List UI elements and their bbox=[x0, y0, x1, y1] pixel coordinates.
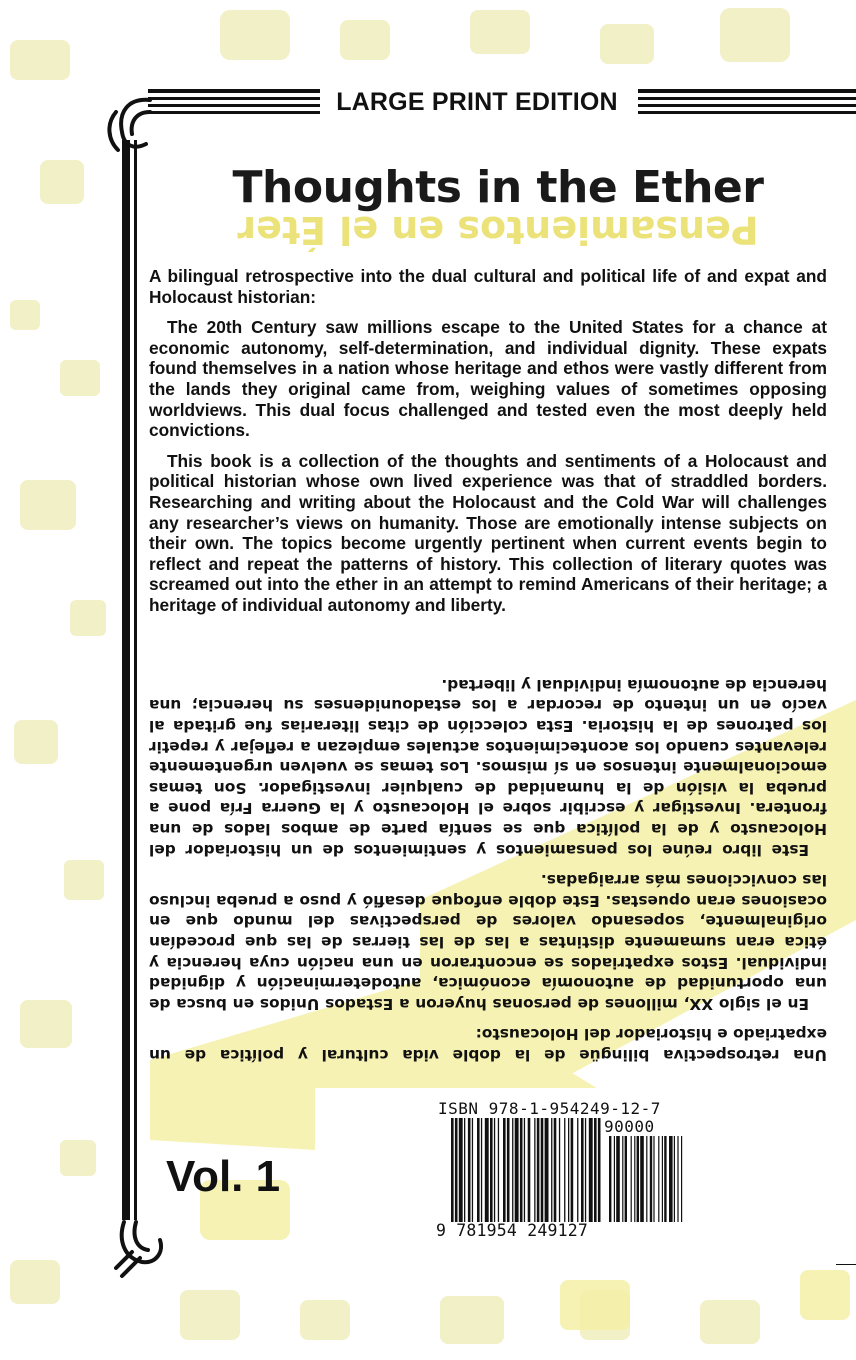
addon-bar bbox=[637, 1136, 639, 1222]
addon-bar bbox=[674, 1136, 675, 1222]
barcode-bar bbox=[545, 1118, 549, 1222]
barcode-bar bbox=[537, 1118, 540, 1222]
barcode-bar bbox=[468, 1118, 471, 1222]
barcode-bar bbox=[507, 1118, 510, 1222]
barcode-bar bbox=[472, 1118, 473, 1222]
barcode-bar bbox=[459, 1118, 463, 1222]
addon-bar bbox=[664, 1136, 666, 1222]
barcode-bar bbox=[551, 1118, 552, 1222]
barcode-bar bbox=[524, 1118, 525, 1222]
addon-bar bbox=[634, 1136, 635, 1222]
barcode-bars bbox=[451, 1118, 686, 1222]
addon-bar bbox=[609, 1136, 611, 1222]
edition-banner: LARGE PRINT EDITION bbox=[322, 86, 632, 118]
barcode-bar bbox=[503, 1118, 506, 1222]
addon-bar bbox=[625, 1136, 627, 1222]
english-paragraph-2: This book is a collection of the thoughts and sentiments of a Holocaust and political historian whose own lived experience was that of straddled borders. Researching and writing about the Holocaust and the Cold War will challenges any researcher’s views on humanity. Those are emotionally intense subjects on their own. The topics become urgently pertinent when current events begin to reflect and repeat the patterns of history. This collection of literary quotes was screamed out into the ether in an attempt to remind Americans of their heritage; a heritage of individual autonomy and liberty. bbox=[149, 450, 827, 615]
barcode-bar bbox=[528, 1118, 531, 1222]
barcode-bar bbox=[451, 1118, 454, 1222]
barcode-bar bbox=[571, 1118, 574, 1222]
english-paragraph-1: The 20th Century saw millions escape to the United States for a chance at economic autonomy, self-determination, and individual dignity. These expats found themselves in a nation whose heritage and ethos were vastly different from the lands they original came from, weighing values of sometimes opposing worldviews. This dual focus challenged and tested even the most deeply held convictions. bbox=[149, 317, 827, 441]
barcode-bar bbox=[559, 1118, 560, 1222]
barcode-bar bbox=[589, 1118, 593, 1222]
barcode-bar bbox=[494, 1118, 495, 1222]
addon-bar bbox=[631, 1136, 632, 1222]
addon-bar bbox=[662, 1136, 663, 1222]
spanish-paragraph-2: Este libro reúne los pensamientos y sentimientos de un historiador del Holocausto y de la política que se sentía parte de ambos lados de una frontera. Investigar y escribir sobre el Holocausto y la Guerra Fría pone a prueba la visión de la humanidad de cualquier investigador. Son temas emocionalmente intensos en sí mismos. Los temas se vuelven urgentemente relevantes cuando los acontecimientos actuales empiezan a reflejar y repetir los patrones de la historia. Esta colección de citas literarias fue gritada al vacío en un intento de recordar a los estadounidenses su herencia; una herencia de autonomía individual y libertad. bbox=[149, 675, 827, 859]
isbn-label: ISBN 978-1-954249-12-7 bbox=[438, 1099, 661, 1118]
spanish-paragraph-1: En el siglo XX, millones de personas huyeron a Estados Unidos en busca de una oportunidad de autonomía económica, autodeterminación y dignidad individual. Estos expatriados se encontraron en una nación cuya herencia y ética eran sumamente distintas a las de las tierras de las que procedían originalmente, sopesando valores de perspectivas del mundo que en ocasiones eran opuestas. Este doble enfoque desafió y puso a prueba incluso las convicciones más arraigadas. bbox=[149, 871, 827, 1013]
addon-bar bbox=[681, 1136, 682, 1222]
addon-bar bbox=[622, 1136, 623, 1222]
barcode-bar bbox=[464, 1118, 465, 1222]
barcode-bar bbox=[477, 1118, 480, 1222]
addon-bar bbox=[640, 1136, 644, 1222]
addon-bar bbox=[658, 1136, 659, 1222]
english-description bbox=[149, 266, 827, 626]
addon-bar bbox=[677, 1136, 678, 1222]
book-title: Thoughts in the Ether bbox=[232, 162, 764, 213]
barcode-bar bbox=[581, 1118, 584, 1222]
spanish-description-upside-down bbox=[149, 645, 827, 1065]
book-title-spanish: Pensamientos en el Éter bbox=[237, 208, 759, 252]
barcode-bar bbox=[512, 1118, 513, 1222]
barcode-bar bbox=[554, 1118, 557, 1222]
barcode-bar bbox=[455, 1118, 458, 1222]
barcode-bar bbox=[568, 1118, 569, 1222]
addon-bar bbox=[616, 1136, 620, 1222]
addon-bar bbox=[614, 1136, 615, 1222]
addon-bar bbox=[646, 1136, 647, 1222]
barcode-bar bbox=[485, 1118, 489, 1222]
barcode-bar bbox=[520, 1118, 523, 1222]
barcode-bar bbox=[515, 1118, 519, 1222]
barcode-digits: 9 781954 249127 bbox=[436, 1221, 589, 1240]
barcode-bar bbox=[594, 1118, 597, 1222]
addon-bar bbox=[653, 1136, 654, 1222]
barcode-bar bbox=[598, 1118, 601, 1222]
english-intro: A bilingual retrospective into the dual cultural and political life of and expat and Holocaust historian: bbox=[149, 266, 827, 307]
addon-bar bbox=[669, 1136, 673, 1222]
barcode-bar bbox=[534, 1118, 535, 1222]
barcode-bar bbox=[585, 1118, 586, 1222]
barcode-bar bbox=[577, 1118, 578, 1222]
price-code: 90000 bbox=[604, 1117, 655, 1136]
barcode-bar bbox=[541, 1118, 544, 1222]
barcode-bar bbox=[498, 1118, 499, 1222]
addon-bar bbox=[650, 1136, 652, 1222]
spanish-intro: Una retrospectiva bilingüe de la doble vida cultural y política de un expatriado e historiador del Holocausto: bbox=[149, 1025, 827, 1064]
barcode-bar bbox=[564, 1118, 565, 1222]
barcode-bar bbox=[481, 1118, 482, 1222]
volume-label: Vol. 1 bbox=[166, 1152, 281, 1201]
barcode-bar bbox=[490, 1118, 493, 1222]
